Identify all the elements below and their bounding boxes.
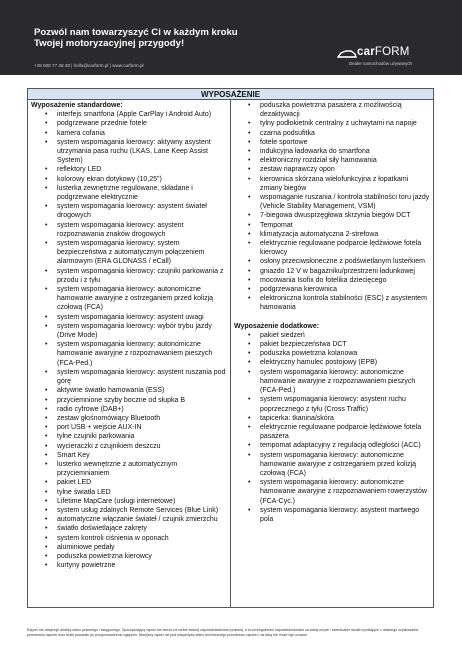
equipment-item: • system wspomagania kierowcy: czujniki parkowania z przodu i z tyłu: [31, 267, 228, 285]
equipment-item: • Tempomat: [234, 221, 432, 230]
equipment-item: • kurtyny powietrzne: [31, 561, 228, 570]
equipment-item: • zestaw głośnomówiący Bluetooth: [31, 414, 228, 423]
equipment-item: • światło doświetlające zakręty: [31, 524, 228, 533]
extra-equipment-list: [234, 331, 432, 524]
equipment-item: • poduszka powietrzna kolanowa: [234, 349, 432, 358]
equipment-item: • pakiet LED: [31, 478, 228, 487]
equipment-item: • kolorowy ekran dotykowy (10,25"): [31, 175, 228, 184]
equipment-table: [27, 88, 434, 608]
equipment-item: • pakiet bezpieczeństwa DCT: [234, 340, 432, 349]
equipment-item: • port USB + wejście AUX-IN: [31, 423, 228, 432]
equipment-item: • pakiet siedzeń: [234, 331, 432, 340]
equipment-item: • system usług zdalnych Remote Services (Blue Link): [31, 506, 228, 515]
page-header: [0, 0, 462, 75]
equipment-item: • tylne czujniki parkowania: [31, 432, 228, 441]
equipment-item: • system wspomagania kierowcy: asystent ruchu poprzecznego z tyłu (Cross Traffic): [234, 395, 432, 413]
equipment-item: • system wspomagania kierowcy: autonomiczne hamowanie awaryjne z ostrzeganiem przed kolizją czołową (FCA): [234, 451, 432, 479]
right-column: [234, 101, 432, 524]
equipment-item: • radio cyfrowe (DAB+): [31, 405, 228, 414]
equipment-item: • poduszka powietrzna kierowcy: [31, 552, 228, 561]
equipment-item: • lusterko wewnętrzne z automatycznym przyciemnianiem: [31, 460, 228, 478]
equipment-item: • wspomaganie ruszania / kontrola stabilności toru jazdy (Vehicle Stability Management, VSM): [234, 193, 432, 211]
equipment-item: • Lifetime MapCare (usługi internetowe): [31, 497, 228, 506]
equipment-item: • system wspomagania kierowcy: aktywny asystent utrzymania pasa ruchu (LKAS, Lane Keep Assist System): [31, 138, 228, 166]
logo-wordmark-thin: FORM: [374, 46, 410, 58]
car-silhouette-icon: [337, 47, 357, 59]
equipment-item: • mocowania Isofix do fotelika dziecięcego: [234, 276, 432, 285]
logo-wordmark-bold: car: [357, 46, 375, 58]
equipment-item: • system wspomagania kierowcy: autonomiczne hamowanie awaryjne z rozpoznawaniem pieszych (FCA-Ped.): [31, 340, 228, 368]
equipment-item: • system wspomagania kierowcy: asystent rozpoznawania znaków drogowych: [31, 221, 228, 239]
equipment-item: • elektroniczny rozdział siły hamowania: [234, 156, 432, 165]
equipment-item: • reflektory LED: [31, 165, 228, 174]
equipment-item: • system wspomagania kierowcy: wybór trybu jazdy (Drive Mode): [31, 322, 228, 340]
section-gap: [234, 313, 432, 322]
equipment-item: • elektroniczna kontrola stabilności (ESC) z asystentem hamowania: [234, 294, 432, 312]
standard-equipment-list: [31, 110, 228, 570]
equipment-item: • aluminiowe pedały: [31, 543, 228, 552]
equipment-item: • podgrzewane przednie fotele: [31, 119, 228, 128]
equipment-item: • 7-biegowa dwusprzęgłowa skrzynia biegów DCT: [234, 211, 432, 220]
equipment-item: • automatyczne włączanie świateł / czujnik zmierzchu: [31, 515, 228, 524]
equipment-item: • wycieraczki z czujnikiem deszczu: [31, 442, 228, 451]
equipment-item: • lusterka zewnętrzne regulowane, składane i podgrzewane elektrycznie: [31, 184, 228, 202]
equipment-item: • elektrycznie regulowane podparcie lędźwiowe fotela kierowcy: [234, 239, 432, 257]
equipment-item: • system wspomagania kierowcy: asystent martwego pola: [234, 506, 432, 524]
equipment-item: • elektrycznie regulowane podparcie lędźwiowe fotela pasażera: [234, 423, 432, 441]
logo-wordmark: [357, 46, 410, 59]
equipment-item: • system wspomagania kierowcy: asystent ruszania pod górę: [31, 368, 228, 386]
equipment-item: • zestaw naprawczy opon: [234, 165, 432, 174]
left-column: [31, 101, 228, 570]
contact-info: +48 608 77 48 48 | hello@carform.pl | www.carform.pl: [34, 63, 144, 68]
equipment-item: • klimatyzacja automatyczna 2-strefowa: [234, 230, 432, 239]
equipment-item: • kamera cofania: [31, 129, 228, 138]
equipment-item: • Smart Key: [31, 451, 228, 460]
equipment-item: • aktywne światło hamowania (ESS): [31, 386, 228, 395]
equipment-item: • osłony przeciwsłoneczne z podświetlanym lusterkiem: [234, 257, 432, 266]
equipment-item: • przyciemnione szyby boczne od słupka B: [31, 396, 228, 405]
equipment-item: • czarna podsufitka: [234, 129, 432, 138]
headline: [34, 27, 284, 49]
extra-equipment-title: Wyposażenie dodatkowe:: [234, 322, 320, 330]
headline-line-1: Pozwól nam towarzyszyć Ci w każdym kroku: [34, 27, 238, 38]
carform-logo: [337, 46, 432, 70]
logo-tagline: Dealer samochodów używanych: [349, 61, 412, 66]
equipment-item: • poduszka powietrzna pasażera z możliwością dezaktywacji: [234, 101, 432, 119]
equipment-item: • system kontroli ciśnienia w oponach: [31, 534, 228, 543]
equipment-item: • gniazdo 12 V w bagażniku/przestrzeni ładunkowej: [234, 267, 432, 276]
equipment-item: • system wspomagania kierowcy: asystent uwagi: [31, 313, 228, 322]
equipment-item: • tapicerka: tkanina/skóra: [234, 414, 432, 423]
standard-equipment-list-continued: [234, 101, 432, 313]
equipment-item: • fotele sportowe: [234, 138, 432, 147]
equipment-item: • system wspomagania kierowcy: asystent świateł drogowych: [31, 202, 228, 220]
equipment-item: • elektryczny hamulec postojowy (EPB): [234, 358, 432, 367]
equipment-item: • interfejs smartfona (Apple CarPlay i Android Auto): [31, 110, 228, 119]
equipment-item: • system wspomagania kierowcy: autonomiczne hamowanie awaryjne z rozpoznawaniem pieszych (FCA-Ped.): [234, 368, 432, 396]
equipment-item: • tylny podłokietnik centralny z uchwytami na napoje: [234, 119, 432, 128]
column-divider: [230, 100, 231, 608]
equipment-item: • kierownica skórzana wielofunkcyjna z łopatkami zmiany biegów: [234, 175, 432, 193]
equipment-item: • system wspomagania kierowcy: autonomiczne hamowanie awaryjne z rozpoznawaniem rowerzystów (FCA-Cyc.): [234, 478, 432, 506]
equipment-item: • podgrzewana kierownica: [234, 285, 432, 294]
equipment-item: • indukcyjna ładowarka do smartfona: [234, 147, 432, 156]
standard-equipment-title: Wyposażenie standardowe:: [31, 102, 123, 109]
equipment-item: • tylne światła LED: [31, 488, 228, 497]
equipment-item: • system wspomagania kierowcy: autonomiczne hamowanie awaryjne z ostrzeganiem przed kolizją czołową (FCA): [31, 285, 228, 313]
headline-line-2: Twojej motoryzacyjnej przygody!: [34, 38, 185, 49]
table-title: WYPOSAŻENIE: [28, 89, 433, 100]
equipment-item: • tempomat adaptacyjny z regulacją odległości (ACC): [234, 441, 432, 450]
footer-disclaimer: Raport nie obejmuje analizy stanu prawnego i księgowego. Sporządzający raport nie bierze na siebie żadnej odpowiedzialności prawnej, a w szczególności odpowiedzialności za wady ukryte i ewentualne skutki wynikające z dalszego użytkowania przedmiotu raportu oraz braki powstałe po przeprowadzeniu oględzin. Niniejszy raport nie jest ekspertyzą stanu technicznego przedmiotu raportu i za taką nie może być uznane.: [27, 628, 418, 637]
equipment-item: • system wspomagania kierowcy: system bezpieczeństwa z automatycznym połączeniem alarmowym (ERA GLONASS / eCall): [31, 239, 228, 267]
